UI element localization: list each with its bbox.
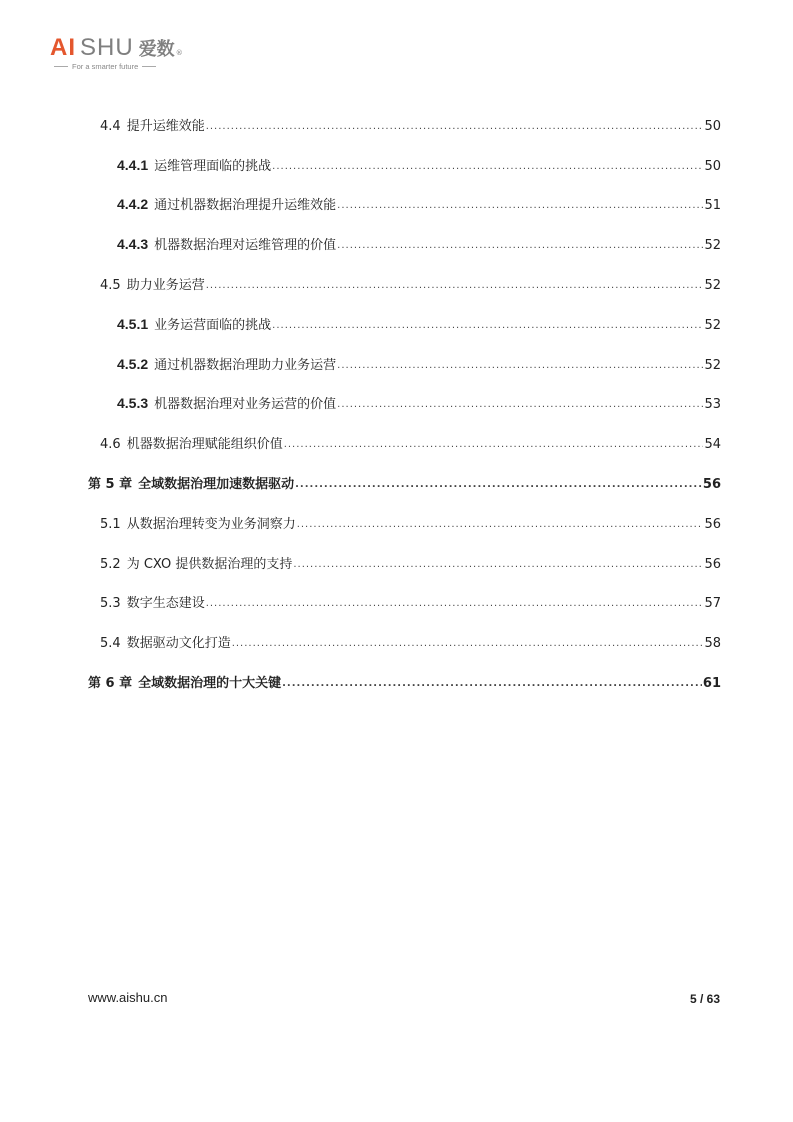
toc-entry-label xyxy=(88,473,294,492)
toc-entry-number: 4.5.1 xyxy=(117,315,149,332)
dot-leader xyxy=(295,480,702,492)
toc-entry-label xyxy=(88,194,336,213)
toc-entry-label xyxy=(88,354,336,373)
toc-entry-title: 全域数据治理加速数据驱动 xyxy=(138,476,295,492)
toc-entry-page: 57 xyxy=(704,596,721,612)
toc-entry-page: 50 xyxy=(704,118,721,134)
toc-entry[interactable] xyxy=(88,184,721,224)
toc-entry-label xyxy=(88,433,283,452)
dot-leader xyxy=(206,599,704,611)
logo-wordmark xyxy=(50,34,210,60)
toc-entry-page: 61 xyxy=(702,675,721,691)
toc-entry[interactable] xyxy=(88,223,721,263)
toc-entry-title: 助力业务运营 xyxy=(126,277,205,293)
toc-entry[interactable] xyxy=(88,502,721,542)
toc-entry-number: 4.4.2 xyxy=(117,196,149,213)
logo-shu: SHU xyxy=(80,34,134,61)
dot-leader xyxy=(282,679,702,691)
aishu-logo xyxy=(50,34,210,78)
toc-entry-title: 业务运营面临的挑战 xyxy=(154,317,272,333)
toc-entry-title: 机器数据治理对业务运营的价值 xyxy=(154,397,337,413)
toc-entry[interactable] xyxy=(88,422,721,462)
toc-entry-title: 为 CXO 提供数据治理的支持 xyxy=(126,556,293,572)
toc-entry-label xyxy=(88,672,281,691)
toc-entry-label xyxy=(88,234,336,253)
toc-entry-number: 第 5 章 xyxy=(88,476,133,492)
toc-entry[interactable] xyxy=(88,104,721,144)
toc-entry-number: 5.2 xyxy=(100,556,121,572)
toc-entry-title: 数据驱动文化打造 xyxy=(126,636,231,652)
toc-entry[interactable] xyxy=(88,621,721,661)
toc-entry-number: 5.3 xyxy=(100,596,121,612)
toc-entry-page: 52 xyxy=(704,277,721,293)
toc-entry-label xyxy=(88,632,231,651)
toc-entry-page: 52 xyxy=(704,238,721,254)
toc-entry-number: 5.4 xyxy=(100,636,121,652)
toc-entry-page: 50 xyxy=(704,158,721,174)
toc-entry-number: 4.6 xyxy=(100,437,121,453)
toc-entry[interactable] xyxy=(88,144,721,184)
toc-entry-number: 4.5 xyxy=(100,277,121,293)
toc-entry-number: 5.1 xyxy=(100,516,121,532)
toc-entry[interactable] xyxy=(88,263,721,303)
toc-entry-page: 56 xyxy=(704,556,721,572)
toc-entry-number: 第 6 章 xyxy=(88,675,133,691)
dot-leader xyxy=(272,162,703,174)
toc-entry-title: 通过机器数据治理提升运维效能 xyxy=(154,198,337,214)
dot-leader xyxy=(272,321,703,333)
logo-tagline: For a smarter future xyxy=(50,62,210,71)
toc-entry-label xyxy=(88,274,205,293)
toc-entry[interactable] xyxy=(88,582,721,622)
logo-ai: AI xyxy=(50,34,77,61)
dot-leader xyxy=(337,361,703,373)
dot-leader xyxy=(337,400,703,412)
toc-entry-title: 运维管理面临的挑战 xyxy=(154,158,272,174)
toc-entry[interactable] xyxy=(88,462,721,502)
toc-entry-title: 机器数据治理对运维管理的价值 xyxy=(154,238,337,254)
dot-leader xyxy=(232,639,704,651)
toc-entry-label xyxy=(88,393,336,412)
toc-entry-label xyxy=(88,592,205,611)
toc-entry-page: 52 xyxy=(704,357,721,373)
toc-entry-page: 56 xyxy=(704,516,721,532)
toc-entry-page: 56 xyxy=(702,476,721,492)
toc-entry[interactable] xyxy=(88,383,721,423)
dot-leader xyxy=(284,440,704,452)
registered-mark: ® xyxy=(175,49,183,57)
dot-leader xyxy=(337,241,703,253)
toc-entry-title: 通过机器数据治理助力业务运营 xyxy=(154,357,337,373)
toc-entry-label xyxy=(88,513,296,532)
toc-entry[interactable] xyxy=(88,661,721,701)
toc-entry-label xyxy=(88,155,271,174)
toc-entry-number: 4.5.2 xyxy=(117,355,149,372)
table-of-contents xyxy=(88,104,721,701)
page-indicator: 5 / 63 xyxy=(689,992,720,1006)
toc-entry-label xyxy=(88,553,292,572)
dot-leader xyxy=(293,560,703,572)
toc-entry-title: 机器数据治理赋能组织价值 xyxy=(126,437,283,453)
toc-entry-title: 从数据治理转变为业务洞察力 xyxy=(126,516,296,532)
toc-entry-page: 58 xyxy=(704,636,721,652)
toc-entry-page: 52 xyxy=(704,317,721,333)
toc-entry-title: 数字生态建设 xyxy=(126,596,205,612)
toc-entry[interactable] xyxy=(88,542,721,582)
toc-entry-title: 全域数据治理的十大关键 xyxy=(138,675,282,691)
toc-entry[interactable] xyxy=(88,343,721,383)
toc-entry-number: 4.5.3 xyxy=(117,395,149,412)
toc-entry-number: 4.4.1 xyxy=(117,156,149,173)
toc-entry-title: 提升运维效能 xyxy=(126,118,205,134)
toc-entry-label xyxy=(88,314,271,333)
toc-entry-number: 4.4 xyxy=(100,118,121,134)
dot-leader xyxy=(297,520,704,532)
dot-leader xyxy=(206,281,704,293)
toc-entry-page: 54 xyxy=(704,437,721,453)
dot-leader xyxy=(337,201,703,213)
toc-entry-label xyxy=(88,115,205,134)
toc-entry-number: 4.4.3 xyxy=(117,236,149,253)
toc-entry-page: 51 xyxy=(704,198,721,214)
logo-chinese: 爱数 xyxy=(138,39,175,60)
footer-url[interactable]: www.aishu.cn xyxy=(88,990,168,1005)
toc-entry-page: 53 xyxy=(704,397,721,413)
toc-entry[interactable] xyxy=(88,303,721,343)
dot-leader xyxy=(206,122,704,134)
